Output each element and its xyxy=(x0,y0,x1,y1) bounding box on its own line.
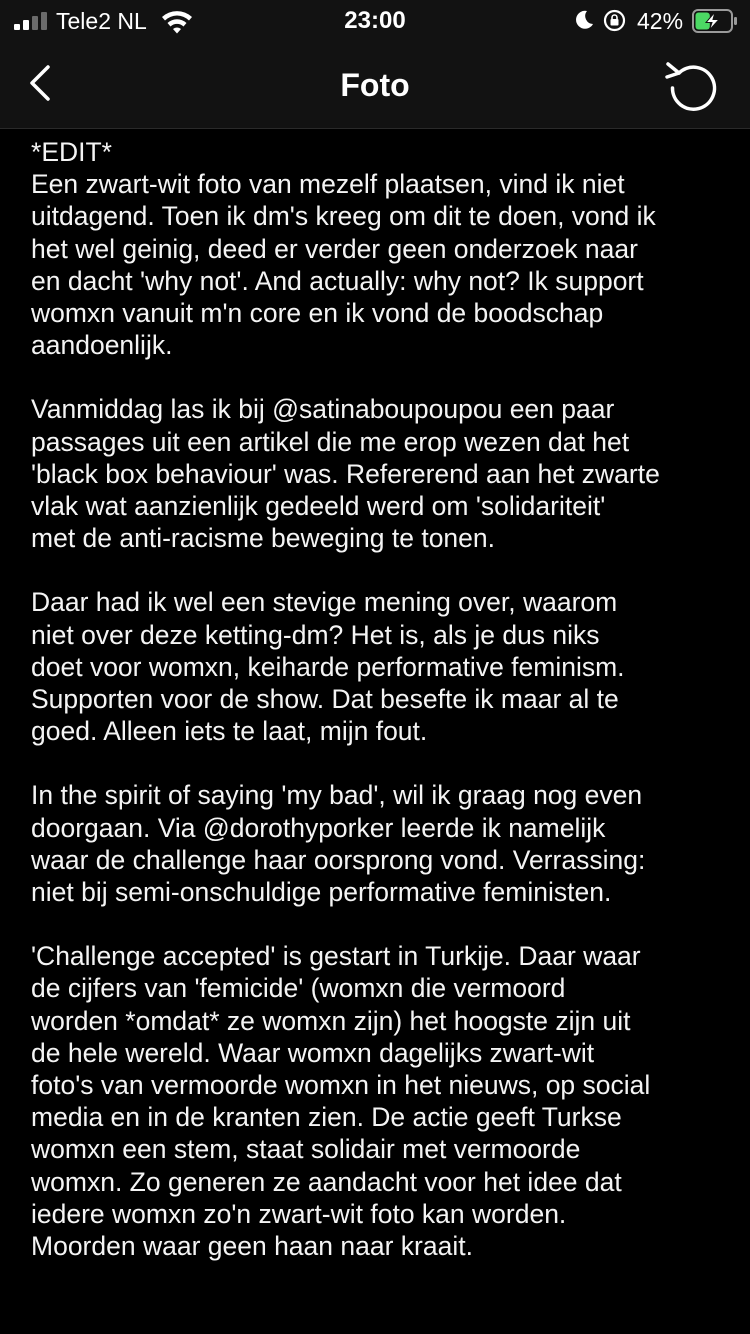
text-line: niet bij semi-onschuldige performative feministen. xyxy=(31,877,612,908)
text-line-with-mention[interactable]: Vanmiddag las ik bij @satinaboupoupou een paar xyxy=(31,394,615,425)
text-line: womxn een stem, staat solidair met vermoorde xyxy=(31,1134,581,1165)
text-line: waar de challenge haar oorsprong vond. Verrassing: xyxy=(31,844,646,875)
text-line: womxn vanuit m'n core en ik vond de boodschap xyxy=(31,298,604,329)
text-line: en dacht 'why not'. And actually: why not? Ik support xyxy=(31,265,644,296)
paragraph xyxy=(31,586,731,747)
text-line: niet over deze ketting-dm? Het is, als je dus niks xyxy=(31,619,600,650)
text-line: 'black box behaviour' was. Refererend aan het zwarte xyxy=(31,458,660,489)
text-line: uitdagend. Toen ik dm's kreeg om dit te doen, vond ik xyxy=(31,201,656,232)
text-line: de hele wereld. Waar womxn dagelijks zwart-wit xyxy=(31,1037,595,1068)
text-line: goed. Alleen iets te laat, mijn fout. xyxy=(31,716,428,747)
paragraph xyxy=(31,779,731,908)
caption-text xyxy=(31,136,731,1294)
text-line: Moorden waar geen haan naar kraait. xyxy=(31,1231,473,1262)
text-line: foto's van vermoorde womxn in het nieuws, op social xyxy=(31,1070,651,1101)
navigation-bar xyxy=(0,40,750,129)
paragraph xyxy=(31,168,731,361)
battery-percentage: 42% xyxy=(637,8,684,34)
text-line: Supporten voor de show. Dat besefte ik maar al te xyxy=(31,684,619,715)
status-bar xyxy=(0,0,750,40)
text-line: Een zwart-wit foto van mezelf plaatsen, vind ik niet xyxy=(31,169,625,200)
paragraph xyxy=(31,940,731,1262)
text-line: In the spirit of saying 'my bad', wil ik graag nog even xyxy=(31,780,643,811)
text-line: doet voor womxn, keiharde performative feminism. xyxy=(31,651,625,682)
text-line: 'Challenge accepted' is gestart in Turkije. Daar waar xyxy=(31,941,641,972)
text-line: vlak wat aanzienlijk gedeeld werd om 'solidariteit' xyxy=(31,491,606,522)
text-line: womxn. Zo generen ze aandacht voor het idee dat xyxy=(31,1166,622,1197)
text-line: passages uit een artikel die me erop wezen dat het xyxy=(31,426,630,457)
battery-charging-icon xyxy=(692,9,738,33)
text-line-with-mention[interactable]: doorgaan. Via @dorothyporker leerde ik namelijk xyxy=(31,812,606,843)
status-time: 23:00 xyxy=(344,7,406,34)
paragraph xyxy=(31,393,731,554)
text-line: met de anti-racisme beweging te tonen. xyxy=(31,523,496,554)
text-line: het wel geinig, deed er verder geen onderzoek naar xyxy=(31,233,638,264)
text-line: media en in de kranten zien. De actie geeft Turkse xyxy=(31,1102,622,1133)
text-line: aandoenlijk. xyxy=(31,330,173,361)
orientation-lock-icon xyxy=(603,9,626,32)
edit-label: *EDIT* xyxy=(31,137,112,167)
text-line: iedere womxn zo'n zwart-wit foto kan worden. xyxy=(31,1198,567,1229)
text-line: de cijfers van 'femicide' (womxn die vermoord xyxy=(31,973,566,1004)
carrier-name: Tele2 NL xyxy=(56,8,147,34)
text-line: worden *omdat* ze womxn zijn) het hoogste zijn uit xyxy=(31,1005,631,1036)
page-title: Foto xyxy=(340,67,410,103)
moon-icon xyxy=(573,9,595,31)
text-line: Daar had ik wel een stevige mening over, waarom xyxy=(31,587,618,618)
refresh-button[interactable] xyxy=(664,56,722,112)
refresh-icon xyxy=(667,64,714,109)
